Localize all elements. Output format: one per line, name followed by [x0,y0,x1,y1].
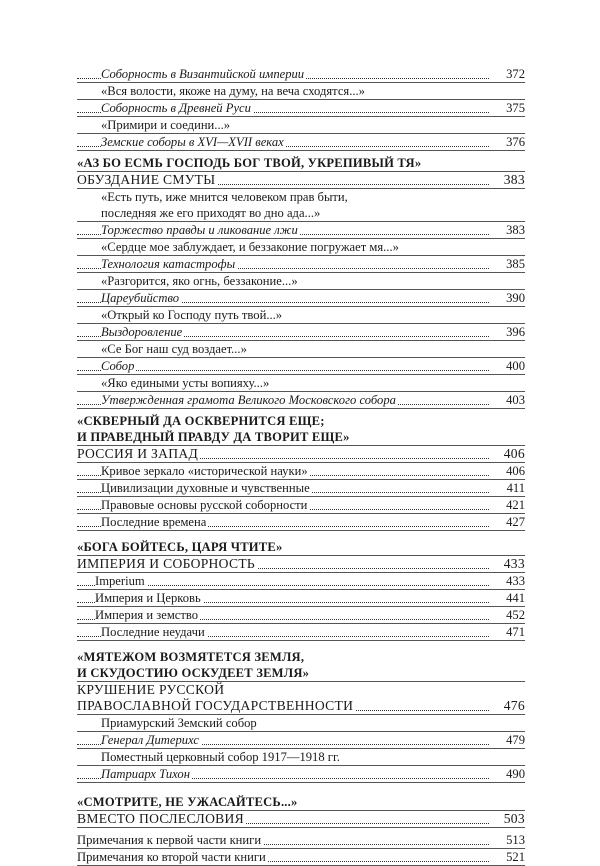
toc-epigraph: «Открый ко Господу путь твой...» [77,307,525,324]
toc-entry: Соборность в Византийской империи 372 [77,66,525,83]
page-number: 376 [491,134,525,150]
toc-epigraph: «Есть путь, иже мнится человеком прав быти, [101,190,348,204]
toc-entry: Последние неудачи 471 [77,624,525,641]
toc-epigraph: «Разгорится, яко огнь, беззаконие...» [77,273,525,290]
part-heading: «БОГА БОЙТЕСЬ, ЦАРЯ ЧТИТЕ» [77,539,525,556]
toc-entry: Патриарх Тихон 490 [77,766,525,783]
toc-entry: Примечания ко второй части книги 521 [77,850,525,864]
toc-entry: Технология катастрофы 385 [77,256,525,273]
page-number: 471 [491,624,525,640]
page-number: 400 [491,358,525,374]
page-number: 390 [491,290,525,306]
toc-epigraph: «Вся волости, якоже на думу, на веча сходятся...» [77,83,525,100]
table-of-contents [77,66,525,866]
chapter-title: КРУШЕНИЕ РУССКОЙ [77,682,225,697]
toc-entry: Торжество правды и ликование лжи 383 [77,222,525,239]
toc-epigraph: «Сердце мое заблуждает, и беззаконие погружает мя...» [77,239,525,256]
chapter-title: РОССИЯ И ЗАПАД 406 [77,446,525,461]
toc-entry: Цивилизации духовные и чувственные 411 [77,480,525,497]
page-number: 490 [491,766,525,782]
toc-entry: Приамурский Земский собор [77,715,525,732]
chapter-title: ОБУЗДАНИЕ СМУТЫ 383 [77,172,525,187]
toc-epigraph: «Примири и соедини...» [77,117,525,134]
toc-epigraph: «Се Бог наш суд воздает...» [77,341,525,358]
page-number: 403 [491,392,525,408]
toc-entry: Последние времена 427 [77,514,525,531]
page-number: 406 [491,446,525,462]
part-heading: «МЯТЕЖОМ ВОЗМЯТЕТСЯ ЗЕМЛЯ, [77,650,305,664]
page-number: 375 [491,100,525,116]
toc-entry: Соборность в Древней Руси 375 [77,100,525,117]
toc-entry: Правовые основы русской соборности 421 [77,497,525,514]
page-number: 411 [491,480,525,496]
part-heading: «СКВЕРНЫЙ ДА ОСКВЕРНИТСЯ ЕЩЕ; [77,414,325,428]
toc-entry: Империя и земство 452 [77,607,525,624]
page-number: 372 [491,66,525,82]
page-number: 476 [491,698,525,714]
page-number: 452 [491,607,525,623]
part-heading: «СМОТРИТЕ, НЕ УЖАСАЙТЕСЬ...» [77,794,525,811]
page-number: 396 [491,324,525,340]
page-number: 385 [491,256,525,272]
page-number: 513 [491,832,525,848]
toc-entry: Генерал Дитерихс 479 [77,732,525,749]
page-number: 421 [491,497,525,513]
toc-epigraph: «Яко едиными усты вопияху...» [77,375,525,392]
toc-entry: Земские соборы в XVI—XVII веках 376 [77,134,525,151]
toc-entry: Собор 400 [77,358,525,375]
page-number: 383 [491,222,525,238]
page-number: 441 [491,590,525,606]
part-heading: «АЗ БО ЕСМЬ ГОСПОДЬ БОГ ТВОЙ, УКРЕПИВЫЙ ТЯ» [77,155,525,172]
page-number: 503 [491,811,525,827]
toc-entry: Imperium 433 [77,573,525,590]
toc-entry: Примечания к первой части книги 513 [77,833,525,847]
toc-epigraph: последняя же его приходят во дно ада...» [77,205,525,222]
toc-entry: Поместный церковный собор 1917—1918 гг. [77,749,525,766]
page-number: 521 [491,849,525,865]
toc-entry: Цареубийство 390 [77,290,525,307]
part-heading: И СКУДОСТИЮ ОСКУДЕЕТ ЗЕМЛЯ» [77,665,525,682]
page-number: 427 [491,514,525,530]
toc-entry: Кривое зеркало «исторической науки» 406 [77,463,525,480]
toc-entry: Империя и Церковь 441 [77,590,525,607]
page-number: 383 [491,172,525,188]
toc-entry: Утвержденная грамота Великого Московского собора 403 [77,392,525,409]
page-number: 433 [491,556,525,572]
toc-entry: Выздоровление 396 [77,324,525,341]
chapter-title: ВМЕСТО ПОСЛЕСЛОВИЯ 503 [77,811,525,826]
page-number: 406 [491,463,525,479]
chapter-title: ПРАВОСЛАВНОЙ ГОСУДАРСТВЕННОСТИ 476 [77,698,525,713]
chapter-title: ИМПЕРИЯ И СОБОРНОСТЬ 433 [77,556,525,571]
part-heading: И ПРАВЕДНЫЙ ПРАВДУ ДА ТВОРИТ ЕЩЕ» [77,429,525,446]
page-number: 479 [491,732,525,748]
page-number: 433 [491,573,525,589]
